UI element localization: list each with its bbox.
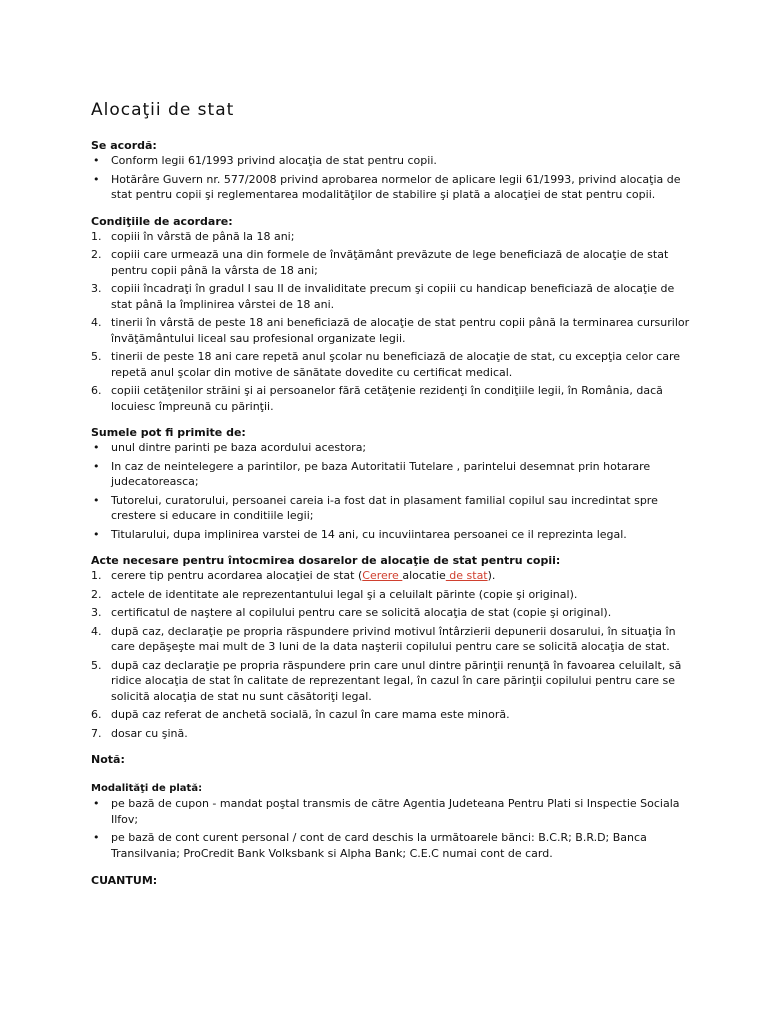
section-sumele <box>91 425 691 542</box>
number-marker: 6. <box>91 708 102 721</box>
bullet-marker: • <box>93 459 100 473</box>
list-item: • pe bază de cupon - mandat poştal transmis de către Agentia Judeteana Pentru Plati si Inspectie Sociala Ilfov; <box>93 797 680 826</box>
bullet-marker: • <box>93 172 100 186</box>
nota-heading: Notă: <box>91 753 125 766</box>
number-marker: 2. <box>91 248 102 261</box>
number-marker: 7. <box>91 726 102 740</box>
list-item: 5. după caz declaraţie pe propria răspundere prin care unul dintre părinţii renunţă în favoarea celuilalt, să ridice alocaţia de stat în calitate de reprezentant legal, în cazul în care părinţii copilului pentru care se solicită alocaţia de stat nu sunt căsătoriţi legal. <box>91 658 682 703</box>
number-marker: 4. <box>91 316 102 329</box>
cuantum-section <box>91 873 691 888</box>
list-item: 2. copiii care urmează una din formele de învăţământ prevăzute de lege beneficiază de alocaţie de stat pentru copii până la vârsta de 18 ani; <box>91 248 669 277</box>
list-item: • Hotărâre Guvern nr. 577/2008 privind aprobarea normelor de aplicare legii 61/1993, privind alocaţia de stat pentru copii şi reglementarea modalităţilor de stabilire şi plată a alocaţiei de stat pentru copii. <box>93 172 681 201</box>
list-item: 7. dosar cu şină. <box>91 726 188 740</box>
list-item: 3. copiii încadraţi în gradul I sau II de invaliditate precum şi copiii cu handicap beneficiază de alocaţie de stat până la împlinirea vârstei de 18 ani. <box>91 282 675 311</box>
section-se-acorda <box>91 138 691 203</box>
de-stat-link[interactable]: de stat <box>445 569 488 582</box>
list-item: 2. actele de identitate ale reprezentantului legal şi a celuilalt părinte (copie şi original). <box>91 587 578 601</box>
list-item: • Conform legii 61/1993 privind alocaţia de stat pentru copii. <box>93 154 437 167</box>
cerere-link[interactable]: Cerere <box>362 569 403 582</box>
bullet-list <box>91 153 691 203</box>
list-item: 5. tinerii de peste 18 ani care repetă anul şcolar nu beneficiază de alocaţie de stat, cu excepţia celor care repetă anul şcolar din motive de sănătate dovedite cu certificat medical. <box>91 350 681 379</box>
number-marker: 3. <box>91 606 102 619</box>
list-item: • In caz de neintelegere a parintilor, pe baza Autoritatii Tutelare , parintelui desemnat prin hotarare judecatoreasca; <box>93 459 651 488</box>
list-item: 4. tinerii în vârstă de peste 18 ani beneficiază de alocaţie de stat pentru copii până la terminarea cursurilor învăţământului liceal sau profesional organizate legii. <box>91 316 690 345</box>
bullet-marker: • <box>93 831 100 844</box>
section-conditii <box>91 214 691 415</box>
number-marker: 4. <box>91 624 102 638</box>
list-item: 3. certificatul de naştere al copilului pentru care se solicită alocaţia de stat (copie şi original). <box>91 606 612 619</box>
number-marker: 1. <box>91 569 102 582</box>
number-marker: 2. <box>91 587 102 601</box>
bullet-marker: • <box>93 527 100 541</box>
section-heading: Condiţiile de acordare: <box>91 214 233 228</box>
bullet-marker: • <box>93 493 100 507</box>
bullet-marker: • <box>93 797 100 810</box>
section-heading: Acte necesare pentru întocmirea dosarelor de alocaţie de stat pentru copii: <box>91 554 561 567</box>
number-marker: 6. <box>91 384 102 397</box>
list-item: 1. copiii în vârstă de până la 18 ani; <box>91 229 295 243</box>
number-marker: 1. <box>91 229 102 243</box>
section-acte <box>91 553 691 741</box>
number-marker: 5. <box>91 350 102 363</box>
bullet-list <box>91 440 691 542</box>
document-page <box>91 100 691 888</box>
bullet-list <box>91 796 691 861</box>
nota-section <box>91 752 691 767</box>
list-item: • pe bază de cont curent personal / cont de card deschis la următoarele bănci: B.C.R; B.R.D; Banca Transilvania; ProCredit Bank Volksbank si Alpha Bank; C.E.C numai cont de card. <box>93 831 647 860</box>
list-item: • Titularului, dupa implinirea varstei de 14 ani, cu incuviintarea persoanei ce il reprezinta legal. <box>93 527 627 541</box>
numbered-list <box>91 568 691 741</box>
cuantum-heading: CUANTUM: <box>91 874 158 887</box>
section-modalitati <box>91 781 691 861</box>
numbered-list <box>91 229 691 415</box>
section-heading: Se acordă: <box>91 139 157 152</box>
list-item: 1. cerere tip pentru acordarea alocaţiei de stat (Cerere alocatie de stat). <box>91 569 496 582</box>
section-heading: Modalităţi de plată: <box>91 783 203 794</box>
list-item: 4. după caz, declaraţie pe propria răspundere privind motivul întârzierii depunerii dosarului, în situaţia în care depăşeşte mai mult de 3 luni de la data naşterii copilului pentru care se solicită alocaţia de stat. <box>91 624 676 653</box>
list-item: • Tutorelui, curatorului, persoanei careia i-a fost dat in plasament familial copilul sau incredintat spre crestere si educare in conditiile legii; <box>93 493 658 522</box>
number-marker: 3. <box>91 282 102 295</box>
number-marker: 5. <box>91 658 102 672</box>
list-item: • unul dintre parinti pe baza acordului acestora; <box>93 441 367 454</box>
section-heading: Sumele pot fi primite de: <box>91 426 246 439</box>
list-item: 6. după caz referat de anchetă socială, în cazul în care mama este minoră. <box>91 708 510 721</box>
page-title: Alocaţii de stat <box>91 100 235 120</box>
list-item: 6. copiii cetăţenilor străini şi ai persoanelor fără cetăţenie rezidenţi în condiţiile legii, în România, dacă locuiesc împreună cu părinţii. <box>91 384 663 413</box>
bullet-marker: • <box>93 441 100 454</box>
bullet-marker: • <box>93 154 100 167</box>
